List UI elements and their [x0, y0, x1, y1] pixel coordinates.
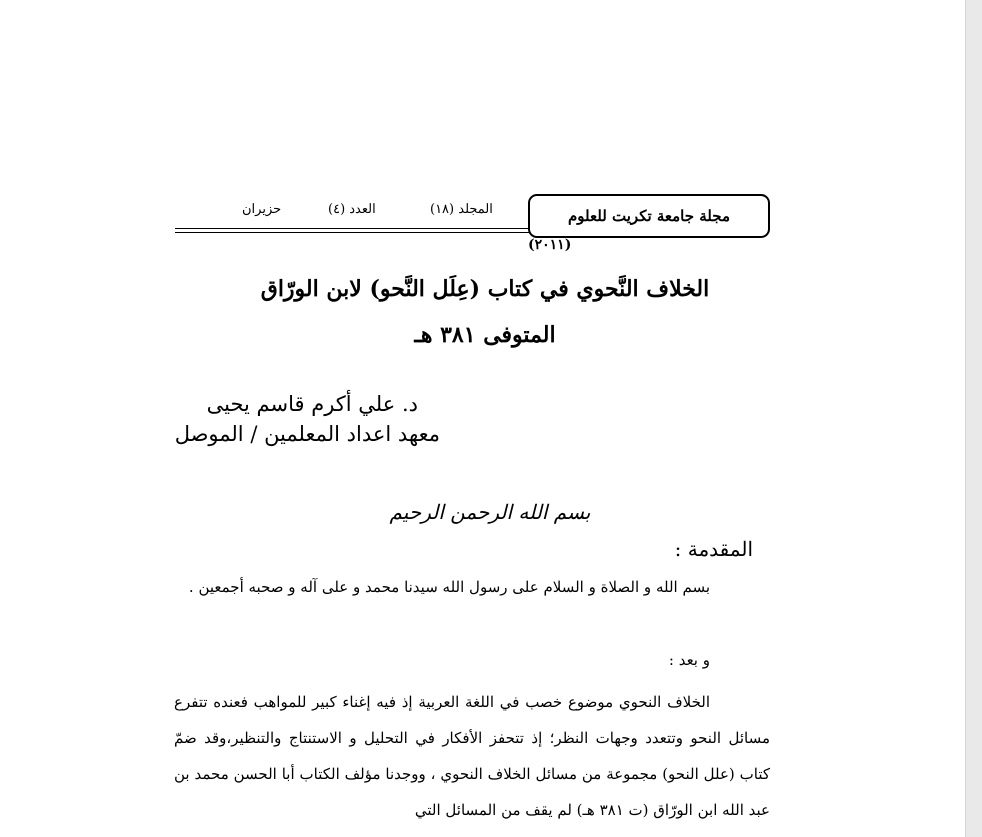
paragraph: الخلاف النحوي موضوع خصب في اللغة العربية إذ فيه إغناء كبير للمواهب فعنده تتفرع مسائل النحو وتتعدد وجهات النظر؛ إذ تتحفز الأفكار في التحليل و الاستنتاج والتنظير،وقد ضمّ كتاب (علل النحو) مجموعة من مسائل الخلاف النحوي ، ووجدنا مؤلف الكتاب أبا الحسن محمد بن عبد الله ابن الورّاق (ت ٣٨١ هـ) لم يقف من المسائل التي	[174, 693, 770, 819]
header-rule	[175, 232, 530, 233]
volume-label: المجلد (١٨)	[430, 202, 493, 217]
month-label: حزيران	[242, 202, 282, 217]
journal-name: مجلة جامعة تكريت للعلوم	[568, 207, 730, 225]
article-title-line2: المتوفى ٣٨١ هـ	[414, 322, 556, 348]
author-name: د. علي أكرم قاسم يحيى	[206, 392, 418, 416]
vertical-scrollbar[interactable]	[965, 0, 982, 837]
journal-name-box	[528, 194, 770, 238]
issue-label: العدد (٤)	[328, 202, 376, 217]
paragraph: بسم الله و الصلاة و السلام على رسول الله سيدنا محمد و على آله و صحبه أجمعين .	[188, 578, 710, 596]
section-heading: المقدمة :	[674, 537, 753, 561]
basmala: بسم الله الرحمن الرحيم	[389, 500, 591, 524]
paragraph: و بعد :	[668, 651, 710, 669]
author-affiliation: معهد اعداد المعلمين / الموصل	[174, 422, 440, 446]
header-rule	[175, 228, 530, 229]
article-title: الخلاف النَّحوي في كتاب (عِلَل النَّحو) لابن الورّاق	[260, 276, 710, 302]
year-label: (٢٠١١)	[528, 237, 572, 253]
